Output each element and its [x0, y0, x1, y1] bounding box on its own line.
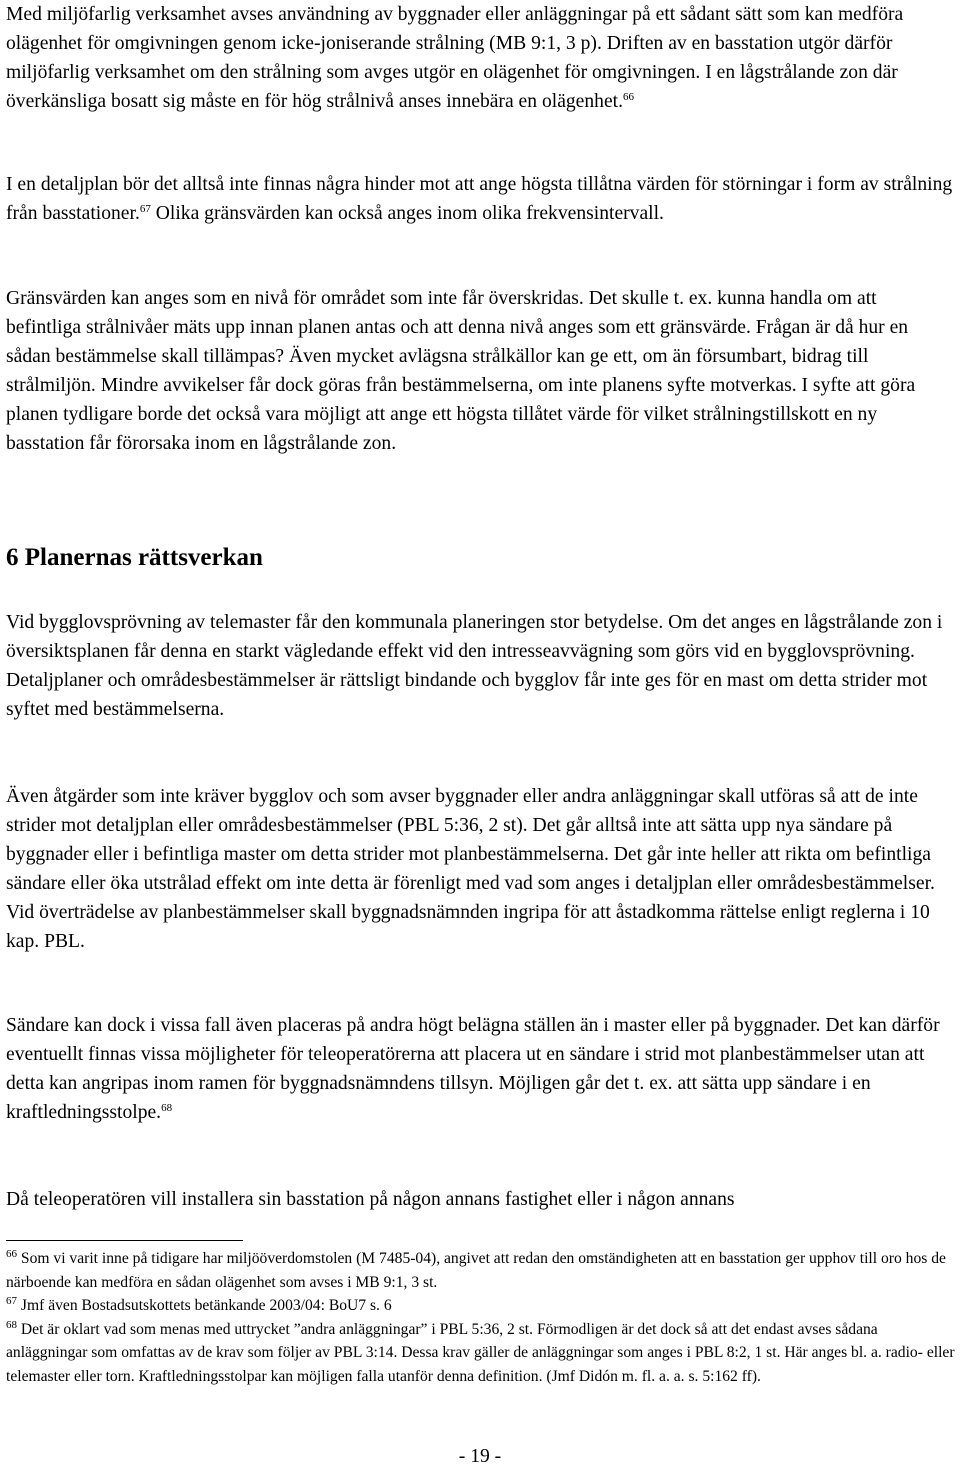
- section-heading: 6 Planernas rättsverkan: [6, 544, 263, 571]
- footnote-divider: [6, 1240, 243, 1241]
- paragraph-3-text: Gränsvärden kan anges som en nivå för området som inte får överskridas. Det skulle t. ex. kunna handla om att befintliga strålnivåer mäts upp innan planen antas och att denna nivå anges som ett gränsvärde. Frågan är då hur en sådan bestämmelse skall tillämpas? Även mycket avlägsna strålkällor kan ge ett, om än försumbart, bidrag till strålmiljön. Mindre avvikelser får dock göras från bestämmelserna, om inte planens syfte motverkas. I syfte att göra planen tydligare borde det också vara möjligt att ange ett högsta tillåtet värde för vilket strålningstillskott en ny basstation får förorsaka inom en lågstrålande zon.: [6, 288, 916, 454]
- paragraph-5: [6, 782, 956, 956]
- footnote-text: Jmf även Bostadsutskottets betänkande 2003/04: BoU7 s. 6: [17, 1297, 392, 1314]
- paragraph-3: [6, 284, 956, 458]
- paragraph-7: [6, 1185, 956, 1214]
- paragraph-4-text: Vid bygglovsprövning av telemaster får den kommunala planeringen stor betydelse. Om det anges en lågstrålande zon i översiktsplanen får denna en starkt vägledande effekt vid den intresseavvägning som görs vid en bygglovsprövning. Detaljplaner och områdesbestämmelser är rättsligt bindande och bygglov får inte ges för en mast om detta strider mot syftet med bestämmelserna.: [6, 612, 943, 720]
- footnote-ref-66: 66: [623, 91, 635, 104]
- footnote-68: [6, 1318, 956, 1389]
- footnote-ref-68: 68: [161, 1102, 173, 1115]
- footnote-67: [6, 1294, 956, 1318]
- footnote-mark: 67: [6, 1294, 17, 1307]
- paragraph-1-text: Med miljöfarlig verksamhet avses användning av byggnader eller anläggningar på ett sådant sätt som kan medföra olägenhet för omgivningen genom icke-joniserande strålning (MB 9:1, 3 p). Driften av en basstation utgör därför miljöfarlig verksamhet om den strålning som avges utgör en olägenhet för omgivningen. I en lågstrålande zon där överkänsliga bosatt sig måste en för hög strålnivå anses innebära en olägenhet.: [6, 4, 904, 112]
- footnote-66: [6, 1247, 956, 1294]
- paragraph-7-text: Då teleoperatören vill installera sin basstation på någon annans fastighet eller i någon annans: [6, 1189, 735, 1210]
- footnote-ref-67: 67: [139, 203, 151, 216]
- footnote-text: Det är oklart vad som menas med uttrycket ”andra anläggningar” i PBL 5:36, 2 st. Förmodligen är det dock så att det endast avses sådana anläggningar som omfattas av de krav som följer av PBL 3:14. Dessa krav gäller de anläggningar som anges i PBL 8:2, 1 st. Här anges bl. a. radio- eller telemaster eller torn. Kraftledningsstolpar kan möjligen falla utanför denna definition. (Jmf Didón m. fl. a. a. s. 5:162 ff).: [6, 1320, 955, 1385]
- paragraph-5-text: Även åtgärder som inte kräver bygglov och som avser byggnader eller andra anläggningar skall utföras så att de inte strider mot detaljplan eller områdesbestämmelser (PBL 5:36, 2 st). Det går alltså inte att sätta upp nya sändare på byggnader eller i befintliga master om detta strider mot planbestämmelserna. Det går inte heller att rikta om befintliga sändare eller öka utstrålad effekt om inte detta är förenligt med vad som anges i detaljplan eller områdesbestämmelser. Vid överträdelse av planbestämmelser skall byggnadsnämnden ingripa för att åstadkomma rättelse enligt reglerna i 10 kap. PBL.: [6, 786, 935, 952]
- paragraph-2-text-cont: Olika gränsvärden kan också anges inom olika frekvensintervall.: [150, 203, 664, 224]
- paragraph-2-text: I en detaljplan bör det alltså inte finnas några hinder mot att ange högsta tillåtna värden för störningar i form av strålning från basstationer.: [6, 174, 953, 224]
- footnote-text: Som vi varit inne på tidigare har miljööverdomstolen (M 7485-04), angivet att redan den omständigheten att en basstation ger upphov till oro hos de närboende kan medföra en sådan olägenhet som avses i MB 9:1, 3 st.: [6, 1250, 946, 1291]
- paragraph-6-text: Sändare kan dock i vissa fall även placeras på andra högt belägna ställen än i master eller på byggnader. Det kan därför eventuellt finnas vissa möjligheter för teleoperatörerna att placera ut en sändare i strid mot planbestämmelser utan att detta kan angripas inom ramen för byggnadsnämndens tillsyn. Möjligen går det t. ex. att sätta upp sändare i en kraftledningsstolpe.: [6, 1015, 940, 1123]
- footnote-mark: 68: [6, 1318, 17, 1331]
- footnote-mark: 66: [6, 1247, 17, 1260]
- paragraph-1: [6, 0, 956, 116]
- footnotes: [6, 1247, 956, 1388]
- paragraph-4: [6, 608, 956, 724]
- paragraph-2: [6, 170, 956, 228]
- page-number: - 19 -: [458, 1446, 502, 1467]
- paragraph-6: [6, 1011, 956, 1127]
